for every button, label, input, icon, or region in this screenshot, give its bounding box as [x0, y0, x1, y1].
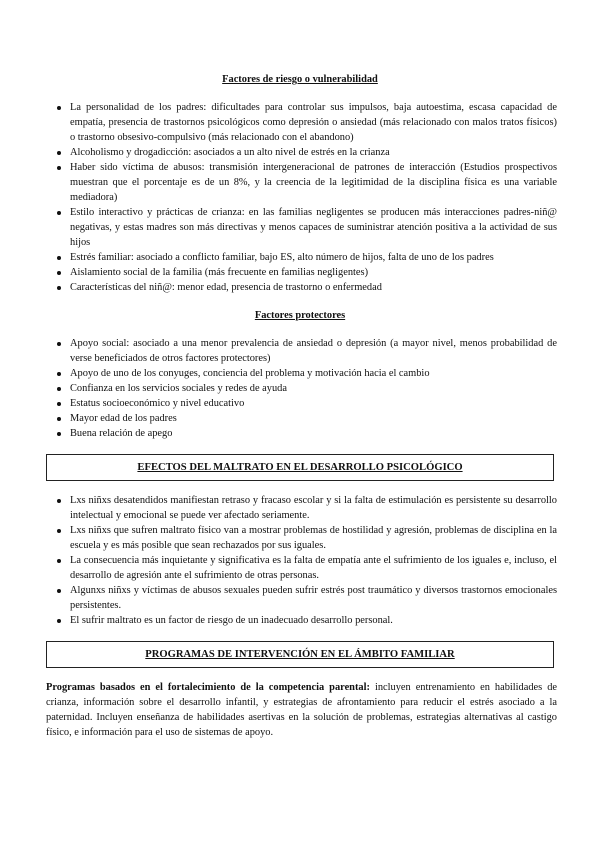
list-item: Estatus socioeconómico y nivel educativo	[70, 396, 557, 411]
list-item: Aislamiento social de la familia (más frecuente en familias negligentes)	[70, 265, 557, 280]
list-item: Algunxs niñxs y víctimas de abusos sexuales pueden sufrir estrés post traumático y diversos trastornos emocionales persistentes.	[70, 585, 557, 611]
risk-factors-heading: Factores de riesgo o vulnerabilidad	[222, 74, 378, 85]
list-item: Lxs niñxs desatendidos manifiestan retraso y fracaso escolar y si la falta de estimulación es persistente su desarrollo intelectual y emocional se puede ver afectado seriamente.	[70, 495, 557, 521]
list-item: El sufrir maltrato es un factor de riesgo de un inadecuado desarrollo personal.	[70, 613, 557, 628]
list-item: Apoyo social: asociado a una menor prevalencia de ansiedad o depresión (a mayor nivel, menos probabilidad de verse beneficiados de otros factores protectores)	[70, 338, 557, 364]
list-item: Estilo interactivo y prácticas de crianza: en las familias negligentes se producen más interacciones padres-niñ@ negativas, y estas madres son más directivas y menos capaces de suministrar atención positiva a la actividad de sus hijos	[70, 207, 557, 248]
list-item: Mayor edad de los padres	[70, 411, 557, 426]
list-item: Estrés familiar: asociado a conflicto familiar, bajo ES, alto número de hijos, falta de uno de los padres	[70, 250, 557, 265]
risk-factors-list	[70, 100, 557, 295]
list-item: La personalidad de los padres: dificultades para controlar sus impulsos, baja autoestima, escasa capacidad de empatía, presencia de trastornos psicológicos como depresión o ansiedad (más relacionado con malos tratos físicos) o trastorno obsesivo-compulsivo (más relacionado con el abandono)	[70, 102, 557, 143]
programs-paragraph	[46, 680, 557, 740]
effects-heading: EFECTOS DEL MALTRATO EN EL DESARROLLO PSICOLÓGICO	[137, 462, 463, 473]
effects-list	[70, 493, 557, 628]
list-item: Alcoholismo y drogadicción: asociados a un alto nivel de estrés en la crianza	[70, 145, 557, 160]
list-item: Buena relación de apego	[70, 426, 557, 441]
protective-factors-heading: Factores protectores	[254, 310, 346, 321]
list-item: Apoyo de uno de los conyuges, conciencia del problema y motivación hacia el cambio	[70, 366, 557, 381]
programs-body: incluyen entrenamiento en habilidades de crianza, información sobre el desarrollo infantil, y estrategias de afrontamiento para reducir el estrés asociado a la paternidad. Incluyen enseñanza de habilidades asertivas en la solución de problemas, estrategias alternativas al castigo físico, e información para el uso de sistemas de apoyo.	[46, 682, 557, 738]
list-item: Características del niñ@: menor edad, presencia de trastorno o enfermedad	[70, 280, 557, 295]
list-item: Confianza en los servicios sociales y redes de ayuda	[70, 381, 557, 396]
programs-heading-box	[46, 641, 554, 668]
protective-factors-list	[70, 336, 557, 441]
list-item: Lxs niñxs que sufren maltrato físico van a mostrar problemas de hostilidad y agresión, problemas de disciplina en la escuela y es más posible que sean rechazados por sus iguales.	[70, 525, 557, 551]
effects-heading-box	[46, 454, 554, 481]
list-item: Haber sido víctima de abusos: transmisión intergeneracional de patrones de interacción (Estudios prospectivos muestran que el porcentaje es de un 8%, y la creencia de la legitimidad de la disciplina física es una variable mediadora)	[70, 162, 557, 203]
programs-lead: Programas basados en el fortalecimiento de la competencia parental:	[46, 682, 370, 693]
programs-heading: PROGRAMAS DE INTERVENCIÓN EN EL ÁMBITO FAMILIAR	[145, 649, 455, 660]
list-item: La consecuencia más inquietante y significativa es la falta de empatía ante el sufrimiento de los iguales e, incluso, el desarrollo de agresión ante el sufrimiento de otras personas.	[70, 555, 557, 581]
